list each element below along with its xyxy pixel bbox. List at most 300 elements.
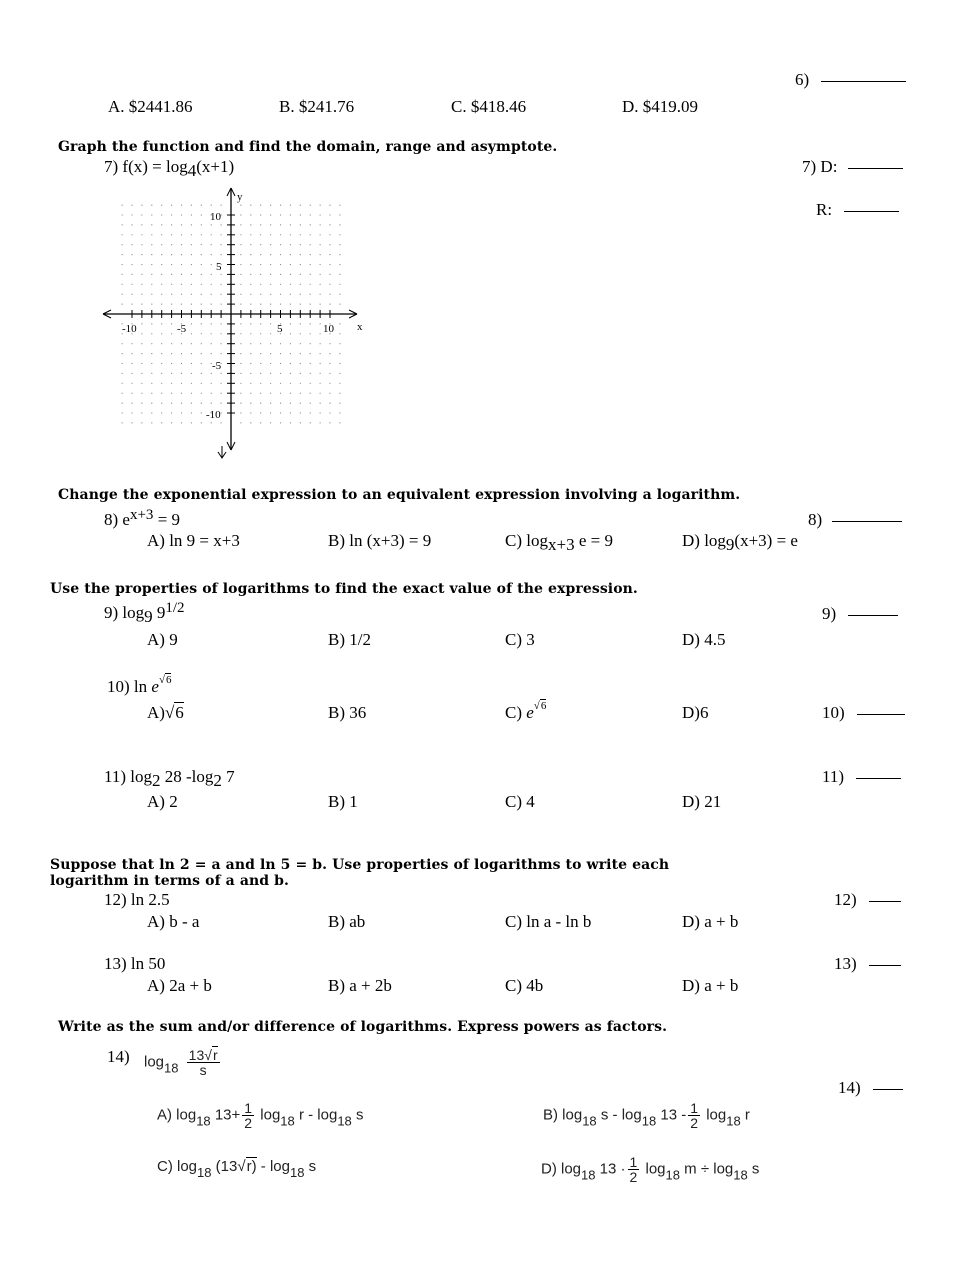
grid-dot — [211, 294, 212, 295]
grid-dot — [181, 224, 182, 225]
grid-dot — [240, 304, 241, 305]
grid-dot — [290, 333, 291, 334]
grid-dot — [270, 264, 271, 265]
grid-dot — [339, 403, 340, 404]
grid-dot — [329, 412, 330, 413]
denominator: s — [199, 1062, 207, 1078]
grid-dot — [211, 343, 212, 344]
log-text: log — [176, 1106, 197, 1124]
grid-dot — [211, 383, 212, 384]
grid-dot — [250, 363, 251, 364]
grid-dot — [310, 422, 311, 423]
grid-dot — [300, 304, 301, 305]
x-tick-label: 10 — [323, 323, 334, 335]
q10-answer — [822, 703, 905, 723]
grid-dot — [250, 244, 251, 245]
grid-dot — [171, 284, 172, 285]
grid-dot — [339, 422, 340, 423]
grid-dot — [201, 393, 202, 394]
q10-prompt — [107, 674, 172, 697]
log-base: 2 — [213, 771, 222, 790]
grid-dot — [201, 234, 202, 235]
grid-dot — [141, 304, 142, 305]
grid-dot — [122, 205, 123, 206]
grid-dot — [122, 363, 123, 364]
answer-blank[interactable] — [848, 614, 898, 616]
grid-dot — [141, 393, 142, 394]
grid-dot — [290, 274, 291, 275]
grid-dot — [211, 264, 212, 265]
grid-dot — [191, 234, 192, 235]
grid-dot — [151, 294, 152, 295]
grid-dot — [300, 274, 301, 275]
term: m — [684, 1160, 697, 1178]
grid-dot — [201, 343, 202, 344]
grid-dot — [171, 304, 172, 305]
grid-dot — [310, 383, 311, 384]
grid-dot — [240, 234, 241, 235]
q8-prompt — [104, 507, 181, 530]
grid-dot — [201, 373, 202, 374]
grid-dot — [181, 373, 182, 374]
grid-dot — [329, 363, 330, 364]
denominator: 2 — [629, 1169, 638, 1185]
q14-choice-c — [157, 1158, 316, 1180]
grid-dot — [290, 214, 291, 215]
grid-dot — [290, 294, 291, 295]
grid-dot — [141, 224, 142, 225]
answer-blank[interactable] — [857, 713, 905, 715]
grid-dot — [181, 393, 182, 394]
grid-dot — [260, 343, 261, 344]
log-text: log — [706, 1106, 727, 1124]
grid-dot — [310, 363, 311, 364]
grid-dot — [339, 373, 340, 374]
e-symbol: e — [526, 703, 534, 722]
grid-dot — [141, 274, 142, 275]
radicand: 6 — [175, 703, 184, 722]
grid-dot — [329, 422, 330, 423]
log-base: 18 — [280, 1113, 295, 1129]
grid-dot — [221, 393, 222, 394]
grid-dot — [280, 403, 281, 404]
operator: - — [681, 1106, 687, 1124]
q9-choice-a: A) 9 — [147, 630, 178, 649]
grid-dot — [270, 343, 271, 344]
grid-dot — [339, 254, 340, 255]
grid-dot — [122, 254, 123, 255]
grid-dot — [270, 274, 271, 275]
q11-part: 28 -log — [160, 767, 214, 786]
log-base: 18 — [641, 1113, 657, 1129]
grid-dot — [151, 284, 152, 285]
answer-label: 11) — [822, 767, 845, 786]
grid-dot — [280, 412, 281, 413]
grid-dot — [250, 294, 251, 295]
grid-dot — [181, 244, 182, 245]
grid-dot — [171, 254, 172, 255]
grid-dot — [141, 373, 142, 374]
grid-dot — [191, 244, 192, 245]
q6-choice-c: C. $418.46 — [451, 97, 527, 116]
grid-dot — [320, 205, 321, 206]
grid-dot — [329, 343, 330, 344]
q14-choice-d — [541, 1155, 759, 1184]
sqrt-icon: √ — [164, 703, 175, 722]
grid-dot — [310, 264, 311, 265]
grid-dot — [250, 323, 251, 324]
log-text: log — [621, 1106, 642, 1124]
grid-dot — [161, 363, 162, 364]
grid-dot — [329, 373, 330, 374]
grid-dot — [191, 254, 192, 255]
grid-dot — [131, 304, 132, 305]
grid-dot — [300, 323, 301, 324]
grid-dot — [310, 323, 311, 324]
grid-dot — [141, 205, 142, 206]
grid-dot — [151, 214, 152, 215]
grid-dot — [122, 284, 123, 285]
grid-dot — [201, 403, 202, 404]
grid-dot — [131, 244, 132, 245]
term: s — [600, 1106, 609, 1124]
y-tick-label: -5 — [212, 360, 222, 372]
answer-label: 8) — [808, 510, 823, 529]
grid-dot — [201, 333, 202, 334]
answer-blank[interactable] — [873, 1088, 903, 1090]
grid-dot — [310, 333, 311, 334]
grid-dot — [191, 373, 192, 374]
grid-dot — [151, 383, 152, 384]
grid-dot — [320, 224, 321, 225]
grid-dot — [131, 422, 132, 423]
grid-dot — [250, 373, 251, 374]
grid-dot — [250, 205, 251, 206]
grid-dot — [329, 393, 330, 394]
grid-dot — [211, 393, 212, 394]
q7-range-answer — [816, 200, 899, 220]
grid-dot — [211, 205, 212, 206]
grid-dot — [300, 294, 301, 295]
q13-choice-c: C) 4b — [505, 976, 544, 995]
q10-choice-a — [147, 703, 184, 723]
grid-dot — [320, 244, 321, 245]
grid-dot — [260, 412, 261, 413]
grid-dot — [310, 304, 311, 305]
e-symbol: e — [151, 677, 159, 696]
grid-dot — [329, 403, 330, 404]
numerator: 1 — [244, 1100, 253, 1116]
grid-dot — [300, 363, 301, 364]
grid-dot — [171, 393, 172, 394]
grid-dot — [181, 422, 182, 423]
grid-dot — [122, 294, 123, 295]
grid-dot — [191, 214, 192, 215]
grid-dot — [240, 393, 241, 394]
grid-dot — [161, 422, 162, 423]
grid-dot — [141, 343, 142, 344]
grid-dot — [221, 224, 222, 225]
fraction — [242, 1101, 254, 1130]
grid-dot — [181, 363, 182, 364]
grid-dot — [250, 284, 251, 285]
grid-dot — [201, 422, 202, 423]
grid-dot — [280, 284, 281, 285]
q12-choice-b: B) ab — [328, 912, 366, 931]
grid-dot — [300, 412, 301, 413]
numerator: 1 — [690, 1100, 699, 1116]
grid-dot — [211, 254, 212, 255]
grid-dot — [161, 304, 162, 305]
grid-dot — [181, 353, 182, 354]
y-tick-label: -10 — [206, 409, 221, 421]
range-blank[interactable] — [844, 210, 899, 212]
grid-dot — [221, 412, 222, 413]
grid-dot — [339, 214, 340, 215]
grid-dot — [171, 333, 172, 334]
grid-dot — [201, 284, 202, 285]
term: r — [744, 1106, 750, 1124]
denominator: 2 — [244, 1115, 253, 1131]
grid-dot — [122, 353, 123, 354]
grid-dot — [181, 294, 182, 295]
grid-dot — [290, 383, 291, 384]
grid-dot — [300, 403, 301, 404]
grid-dot — [161, 343, 162, 344]
q9-prefix: 9) log — [104, 603, 145, 622]
grid-dot — [300, 343, 301, 344]
q12-choice-d: D) a + b — [682, 912, 739, 931]
grid-dot — [339, 284, 340, 285]
grid-dot — [151, 254, 152, 255]
grid-dot — [122, 244, 123, 245]
term: 13 — [599, 1160, 617, 1178]
answer-blank[interactable] — [832, 520, 902, 522]
grid-dot — [122, 274, 123, 275]
log-base: 9 — [144, 607, 153, 626]
log-base: 9 — [725, 535, 735, 554]
grid-dot — [260, 294, 261, 295]
grid-dot — [240, 274, 241, 275]
grid-dot — [131, 343, 132, 344]
fraction — [628, 1155, 640, 1184]
grid-dot — [141, 244, 142, 245]
section-instruction-exponential: Change the exponential expression to an equivalent expression involving a logarithm. — [58, 487, 741, 503]
q11-choice-a: A) 2 — [147, 792, 178, 811]
grid-dot — [221, 343, 222, 344]
grid-dot — [221, 333, 222, 334]
q8-choice-b: B) ln (x+3) = 9 — [328, 531, 432, 550]
grid-dot — [300, 214, 301, 215]
grid-dot — [339, 383, 340, 384]
grid-dot — [300, 244, 301, 245]
grid-dot — [171, 373, 172, 374]
grid-dot — [280, 304, 281, 305]
grid-dot — [191, 412, 192, 413]
domain-label: 7) D: — [802, 157, 838, 176]
grid-dot — [122, 264, 123, 265]
grid-dot — [161, 264, 162, 265]
q13-prompt: 13) ln 50 — [104, 954, 166, 973]
grid-dot — [310, 274, 311, 275]
log-text: log — [269, 1158, 290, 1175]
grid-dot — [300, 422, 301, 423]
y-tick-label: 5 — [216, 261, 222, 273]
q14-choice-a — [157, 1101, 363, 1130]
grid-dot — [221, 353, 222, 354]
grid-dot — [270, 333, 271, 334]
grid-dot — [161, 412, 162, 413]
grid-dot — [211, 353, 212, 354]
log-base: 18 — [733, 1167, 748, 1183]
q8-exponent: x+3 — [129, 507, 154, 523]
grid-dot — [181, 234, 182, 235]
grid-dot — [329, 234, 330, 235]
grid-dot — [260, 363, 261, 364]
grid-dot — [270, 205, 271, 206]
grid-dot — [339, 294, 340, 295]
answer-blank[interactable] — [869, 964, 901, 966]
section-instruction-graph: Graph the function and find the domain, range and asymptote. — [58, 139, 558, 155]
grid-dot — [329, 205, 330, 206]
grid-dot — [310, 343, 311, 344]
grid-dot — [201, 304, 202, 305]
grid-dot — [320, 422, 321, 423]
q13-choice-b: B) a + 2b — [328, 976, 392, 995]
grid-dot — [270, 363, 271, 364]
grid-dot — [151, 393, 152, 394]
grid-dot — [250, 403, 251, 404]
answer-blank[interactable] — [821, 80, 906, 82]
log-base: 18 — [196, 1113, 211, 1129]
grid-dot — [329, 284, 330, 285]
q9-exponent: 1/2 — [165, 600, 185, 616]
choice-suffix: e = 9 — [574, 531, 613, 550]
grid-dot — [270, 383, 271, 384]
grid-dot — [329, 224, 330, 225]
grid-dot — [191, 403, 192, 404]
term: s — [355, 1106, 364, 1124]
q14-answer — [838, 1078, 903, 1098]
q12-choice-c: C) ln a - ln b — [505, 912, 592, 931]
grid-dot — [122, 383, 123, 384]
q7-prefix: 7) f(x) = log — [104, 157, 188, 176]
radicand: r) — [246, 1158, 257, 1175]
log-base: 18 — [197, 1165, 212, 1180]
answer-blank[interactable] — [869, 900, 901, 902]
grid-dot — [300, 224, 301, 225]
grid-dot — [320, 383, 321, 384]
grid-dot — [240, 333, 241, 334]
grid-dot — [171, 363, 172, 364]
section-instruction-properties: Use the properties of logarithms to find the exact value of the expression. — [50, 581, 638, 597]
radicand: 6 — [540, 700, 547, 712]
grid-dot — [151, 274, 152, 275]
grid-dot — [270, 353, 271, 354]
grid-dot — [260, 284, 261, 285]
q13-choice-a: A) 2a + b — [147, 976, 212, 995]
grid-dot — [181, 412, 182, 413]
grid-dot — [141, 383, 142, 384]
grid-dot — [171, 383, 172, 384]
grid-dot — [201, 214, 202, 215]
grid-dot — [250, 412, 251, 413]
grid-dot — [161, 244, 162, 245]
x-tick-label: 5 — [277, 323, 283, 335]
grid-dot — [141, 323, 142, 324]
grid-dot — [290, 343, 291, 344]
grid-dot — [191, 383, 192, 384]
x-axis-label: x — [357, 321, 363, 333]
grid-dot — [270, 304, 271, 305]
q7-base: 4 — [187, 161, 197, 180]
grid-dot — [280, 214, 281, 215]
grid-dot — [240, 224, 241, 225]
grid-dot — [211, 422, 212, 423]
grid-dot — [250, 383, 251, 384]
grid-dot — [122, 304, 123, 305]
grid-dot — [171, 323, 172, 324]
grid-dot — [211, 333, 212, 334]
operator: - — [308, 1106, 314, 1124]
grid-dot — [122, 403, 123, 404]
grid-dot — [300, 383, 301, 384]
grid-dot — [122, 214, 123, 215]
grid-dot — [320, 264, 321, 265]
grid-dot — [300, 254, 301, 255]
grid-dot — [250, 224, 251, 225]
choice-label: C) — [157, 1158, 173, 1175]
grid-dot — [329, 383, 330, 384]
grid-dot — [151, 363, 152, 364]
grid-dot — [141, 254, 142, 255]
grid-dot — [290, 224, 291, 225]
grid-dot — [320, 333, 321, 334]
grid-dot — [131, 274, 132, 275]
grid-dot — [240, 343, 241, 344]
grid-dot — [280, 264, 281, 265]
grid-dot — [250, 264, 251, 265]
grid-dot — [339, 304, 340, 305]
grid-dot — [221, 373, 222, 374]
grid-dot — [131, 393, 132, 394]
grid-dot — [161, 403, 162, 404]
grid-dot — [260, 224, 261, 225]
grid-dot — [260, 323, 261, 324]
grid-dot — [122, 224, 123, 225]
grid-dot — [270, 393, 271, 394]
domain-blank[interactable] — [848, 167, 903, 169]
answer-label: 12) — [834, 890, 857, 909]
grid-dot — [310, 234, 311, 235]
q13-choice-d: D) a + b — [682, 976, 739, 995]
grid-dot — [181, 343, 182, 344]
coordinate-grid[interactable] — [95, 180, 375, 465]
answer-blank[interactable] — [856, 777, 901, 779]
grid-dot — [280, 353, 281, 354]
q11-part: 11) log — [104, 767, 153, 786]
grid-dot — [260, 373, 261, 374]
grid-dot — [240, 214, 241, 215]
range-label: R: — [816, 200, 833, 219]
operator: ÷ — [700, 1160, 710, 1178]
q8-choice-d — [682, 531, 798, 555]
grid-dot — [300, 205, 301, 206]
grid-dot — [131, 403, 132, 404]
grid-dot — [131, 214, 132, 215]
grid-dot — [161, 393, 162, 394]
grid-dot — [339, 343, 340, 344]
